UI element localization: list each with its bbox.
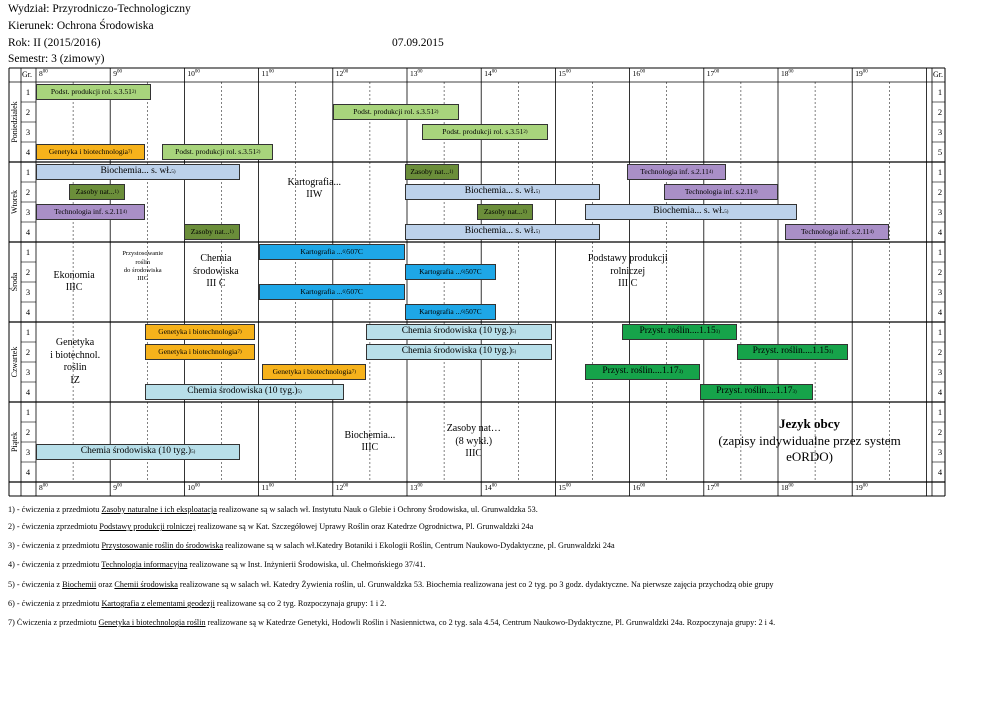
event-wed_ekon: Ekonomia IIIC bbox=[53, 269, 95, 293]
event-thu_prz4: Przyst. roślin....1.17 3) bbox=[700, 384, 813, 400]
group-number: 1 bbox=[937, 167, 943, 177]
group-number: 3 bbox=[937, 287, 943, 297]
event-wed_kart4: Kartografia ... 6) 507C bbox=[405, 304, 496, 320]
event-tue_tech3: Technologia inf. s.2.11 4) bbox=[664, 184, 778, 200]
group-number: 4 bbox=[25, 467, 31, 477]
event-tue_tech1: Technologia inf. s.2.11 4) bbox=[36, 204, 145, 220]
group-number: 1 bbox=[937, 327, 943, 337]
group-number: 2 bbox=[937, 187, 943, 197]
event-tue_bio3: Biochemia... s. wł. 5) bbox=[585, 204, 796, 220]
footnote: 6) - ćwiczenia z przedmiotu Kartografia z elementami geodezji realizowane są co 2 tyg. Rozpoczynaja grupy: 1 i 2. bbox=[8, 599, 387, 608]
event-wed_chem: Chemia środowiska III C bbox=[193, 253, 239, 290]
header-date: 07.09.2015 bbox=[392, 37, 444, 49]
group-number: 2 bbox=[937, 267, 943, 277]
event-thu_chem1: Chemia środowiska (10 tyg.) 5) bbox=[366, 324, 552, 340]
group-number: 4 bbox=[937, 227, 943, 237]
group-number: 3 bbox=[937, 447, 943, 457]
hour-label: $18^{00}$ bbox=[781, 483, 794, 492]
hour-label: $15^{00}$ bbox=[558, 483, 571, 492]
footnote: 7) Ćwiczenia z przedmiotu Genetyka i biotechnologia roślin realizowane są w Katedrze Genetyki, Hodowli Roślin i Nasiennictwa, co 2 tyg. sala 4.54, Centrum Naukowo-Dydaktyczne, Pl. Grunwaldzki 24a. Rozpoczynaja grupy: 2 i 4. bbox=[8, 618, 776, 627]
hour-label: $13^{00}$ bbox=[410, 69, 423, 78]
day-label: Wtorek bbox=[10, 190, 19, 214]
hour-label: $11^{00}$ bbox=[261, 483, 274, 492]
hour-label: $9^{00}$ bbox=[113, 483, 122, 492]
hour-label: $16^{00}$ bbox=[632, 483, 646, 492]
day-label: Piątek bbox=[10, 432, 19, 452]
group-number: 3 bbox=[937, 127, 943, 137]
event-thu_chem4: Chemia środowiska (10 tyg.) 5) bbox=[145, 384, 344, 400]
event-mon_g4b: Podst. produkcji rol. s.3.51 2) bbox=[162, 144, 273, 160]
event-tue_zas2: Zasoby nat... 1) bbox=[184, 224, 240, 240]
group-number: 2 bbox=[937, 107, 943, 117]
group-number: 1 bbox=[937, 407, 943, 417]
event-thu_prz1: Przyst. roślin....1.15 3) bbox=[622, 324, 737, 340]
event-tue_tech2: Technologia inf. s.2.11 4) bbox=[627, 164, 726, 180]
event-wed_kart2: Kartografia ... 6) 507C bbox=[259, 284, 405, 300]
event-wed_kart3: Kartografia ... 6) 507C bbox=[405, 264, 496, 280]
header-semester: Semestr: 3 (zimowy) bbox=[8, 53, 105, 65]
event-tue_bio1: Biochemia... s. wł. 5) bbox=[36, 164, 240, 180]
group-number: 2 bbox=[25, 347, 31, 357]
event-wed_przyst: Przystosowanie roślin do środowiska IIIC bbox=[122, 250, 164, 283]
hour-label: $10^{00}$ bbox=[187, 69, 200, 78]
header-faculty: Wydział: Przyrodniczo-Technologiczny bbox=[8, 3, 191, 15]
event-fri_zas: Zasoby nat… (8 wykł.) IIIC bbox=[446, 423, 501, 460]
group-number: 1 bbox=[937, 87, 943, 97]
event-thu_chem2: Chemia środowiska (10 tyg.) 5) bbox=[366, 344, 552, 360]
group-number: 4 bbox=[25, 147, 31, 157]
group-number: 3 bbox=[25, 127, 31, 137]
hour-label: $11^{00}$ bbox=[261, 69, 274, 78]
hour-label: $17^{00}$ bbox=[706, 69, 720, 78]
group-number: 3 bbox=[937, 367, 943, 377]
hour-label: $12^{00}$ bbox=[335, 483, 349, 492]
footnote: 1) - ćwiczenia z przedmiotu Zasoby naturalne i ich eksploatacja realizowane są w salach wł. Instytutu Nauk o Glebie i Ochrony Środowiska, ul. Grunwaldzka 53. bbox=[8, 505, 538, 514]
hour-label: $17^{00}$ bbox=[706, 483, 720, 492]
event-tue_kart: Kartografia... IIW bbox=[287, 176, 342, 200]
group-number: 2 bbox=[25, 427, 31, 437]
event-fri_bio: Biochemia... IIIC bbox=[344, 429, 396, 453]
event-mon_g3: Podst. produkcji rol. s.3.51 2) bbox=[422, 124, 548, 140]
group-number: 2 bbox=[25, 187, 31, 197]
group-number: 4 bbox=[25, 387, 31, 397]
group-number: 1 bbox=[25, 167, 31, 177]
event-wed_kart1: Kartografia ... 6) 507C bbox=[259, 244, 405, 260]
event-tue_zas3: Zasoby nat... 1) bbox=[405, 164, 459, 180]
header-field: Kierunek: Ochrona Środowiska bbox=[8, 20, 154, 32]
event-tue_zas4: Zasoby nat... 1) bbox=[477, 204, 533, 220]
event-mon_g4a: Genetyka i biotechnologia 7) bbox=[36, 144, 145, 160]
event-fri_lang: Jezyk obcy (zapisy indywidualne przez system eORDO) bbox=[718, 415, 901, 465]
footnote: 3) - ćwiczenia z przedmiotu Przystosowanie roślin do środowiska realizowane są w salach wł.Katedry Botaniki i Ekologii Roślin, Centrum Naukowo-Dydaktyczne, pl. Grunwaldzki 24a bbox=[8, 541, 615, 550]
group-number: 3 bbox=[25, 207, 31, 217]
gr-label-right: Gr. bbox=[933, 70, 943, 79]
hour-label: $10^{00}$ bbox=[187, 483, 200, 492]
event-mon_g2: Podst. produkcji rol. s.3.51 2) bbox=[333, 104, 459, 120]
hour-label: $19^{00}$ bbox=[855, 483, 868, 492]
day-label: Czwartek bbox=[10, 346, 19, 378]
group-number: 4 bbox=[937, 387, 943, 397]
event-fri_chem: Chemia środowiska (10 tyg.) 5) bbox=[36, 444, 240, 460]
group-number: 2 bbox=[937, 347, 943, 357]
group-number: 2 bbox=[937, 427, 943, 437]
event-thu_gen3: Genetyka i biotechnologia 7) bbox=[262, 364, 366, 380]
group-number: 1 bbox=[25, 247, 31, 257]
event-thu_prz2: Przyst. roślin....1.15 3) bbox=[737, 344, 848, 360]
hour-label: $8^{00}$ bbox=[39, 69, 48, 78]
hour-label: $18^{00}$ bbox=[781, 69, 794, 78]
group-number: 3 bbox=[25, 287, 31, 297]
header-year: Rok: II (2015/2016) bbox=[8, 37, 101, 49]
day-label: Poniedziałek bbox=[10, 101, 19, 143]
hour-label: $12^{00}$ bbox=[335, 69, 349, 78]
hour-label: $15^{00}$ bbox=[558, 69, 571, 78]
event-mon_g1: Podst. produkcji rol. s.3.51 2) bbox=[36, 84, 151, 100]
event-thu_gen2: Genetyka i biotechnologia 7) bbox=[145, 344, 255, 360]
group-number: 1 bbox=[25, 327, 31, 337]
footnote: 5) - ćwiczenia z Biochemii oraz Chemii środowiska realizowane są w salach wł. Katedry Żywienia roślin, ul. Grunwaldzka 53. Biochemia realizowana jest co 2 tyg. po 3 godz. dydaktyczne. Na pierwsze zajęcia przychodzą obie grupy bbox=[8, 580, 774, 589]
group-number: 1 bbox=[25, 407, 31, 417]
hour-label: $19^{00}$ bbox=[855, 69, 868, 78]
group-number: 4 bbox=[25, 307, 31, 317]
hour-label: $14^{00}$ bbox=[484, 483, 497, 492]
group-number: 3 bbox=[937, 207, 943, 217]
hour-label: $14^{00}$ bbox=[484, 69, 497, 78]
hour-label: $8^{00}$ bbox=[39, 483, 48, 492]
hour-label: $9^{00}$ bbox=[113, 69, 122, 78]
footnote: 2) - ćwiczenia zprzedmiotu Podstawy produkcji rolniczej realizowane są w Kat. Szczegółowej Uprawy Roślin oraz Katedrze Ogrodnictwa, Pl. Grunwaldzki 24a bbox=[8, 522, 534, 531]
group-number: 3 bbox=[25, 447, 31, 457]
hour-label: $13^{00}$ bbox=[410, 483, 423, 492]
footnote: 4) - ćwiczenia z przedmiotu Technologia informacyjna realizowane są w Inst. Inżynierii Środowiska, ul. Chełmońskiego 37/41. bbox=[8, 560, 426, 569]
group-number: 4 bbox=[937, 467, 943, 477]
group-number: 2 bbox=[25, 107, 31, 117]
day-label: Środa bbox=[10, 272, 19, 292]
group-number: 3 bbox=[25, 367, 31, 377]
event-thu_prz3: Przyst. roślin....1.17 3) bbox=[585, 364, 700, 380]
event-tue_bio4: Biochemia... s. wł. 5) bbox=[405, 224, 600, 240]
group-number: 4 bbox=[25, 227, 31, 237]
group-number: 1 bbox=[25, 87, 31, 97]
event-tue_zas1: Zasoby nat... 1) bbox=[69, 184, 125, 200]
event-thu_gen1: Genetyka i biotechnologia 7) bbox=[145, 324, 255, 340]
gr-label-left: Gr. bbox=[22, 70, 32, 79]
group-number: 2 bbox=[25, 267, 31, 277]
event-tue_tech4: Technologia inf. s.2.11 4) bbox=[785, 224, 889, 240]
event-thu_gen: Genetyka i biotechnol. roślin IZ bbox=[50, 337, 101, 386]
hour-label: $16^{00}$ bbox=[632, 69, 646, 78]
group-number: 5 bbox=[937, 147, 943, 157]
group-number: 4 bbox=[937, 307, 943, 317]
event-tue_bio2: Biochemia... s. wł. 5) bbox=[405, 184, 600, 200]
group-number: 1 bbox=[937, 247, 943, 257]
event-wed_podst: Podstawy produkcji rolniczej III C bbox=[587, 253, 668, 290]
